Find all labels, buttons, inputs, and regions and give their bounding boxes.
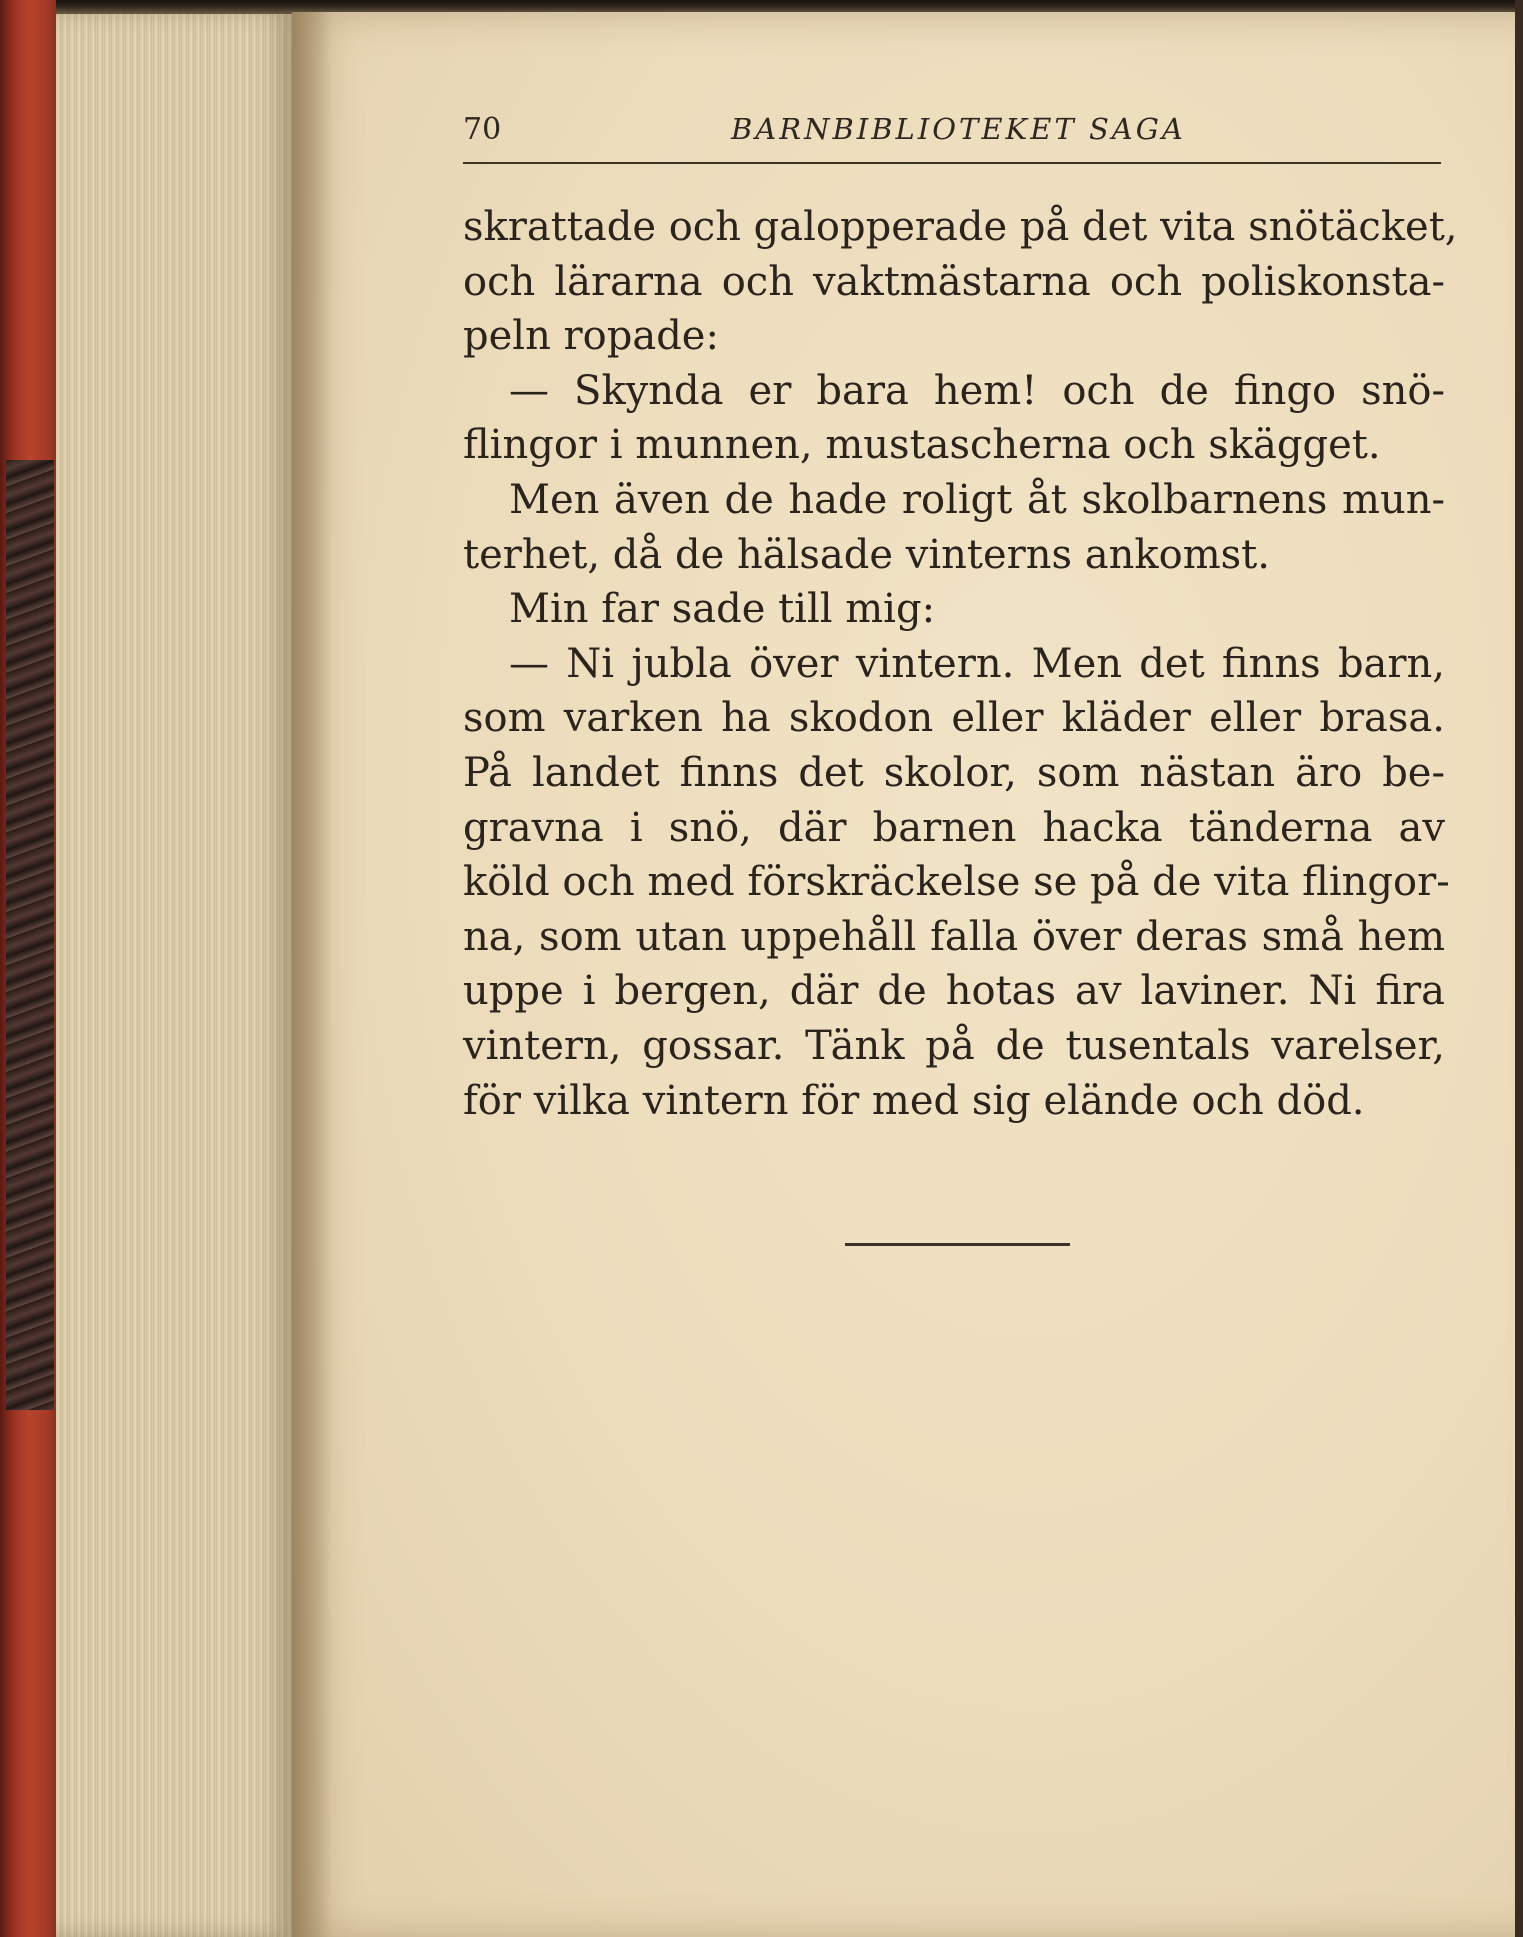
text-line: peln ropade:	[463, 313, 719, 360]
right-scan-edge	[1515, 0, 1523, 1937]
gutter-shadow	[292, 12, 332, 1937]
body-text	[463, 200, 1458, 1128]
text-line: Min far sade till mig:	[509, 586, 936, 633]
text-line: köld och med förskräckelse se på de vita flingor-	[463, 859, 1450, 906]
text-line: — Ni jubla över vintern. Men det finns barn,	[509, 640, 1445, 687]
stacked-page-edges	[56, 10, 296, 1937]
text-line: skrattade och galopperade på det vita snötäcket,	[463, 204, 1458, 250]
running-head	[463, 108, 1441, 164]
text-line: På landet finns det skolor, som nästan äro be-	[463, 749, 1445, 796]
chapter-end-rule	[845, 1243, 1070, 1246]
text-line: na, som utan uppehåll falla över deras små hem	[463, 913, 1445, 960]
text-line: för vilka vintern för med sig elände och död.	[463, 1077, 1365, 1124]
page-number: 70	[463, 112, 502, 147]
text-line: som varken ha skodon eller kläder eller brasa.	[463, 695, 1445, 742]
text-line: uppe i bergen, där de hotas av laviner. Ni fira	[463, 968, 1445, 1015]
marbled-spine-patch	[6, 460, 54, 1410]
text-line: terhet, då de hälsade vinterns ankomst.	[463, 531, 1270, 578]
text-line: och lärarna och vaktmästarna och poliskonsta-	[463, 258, 1445, 305]
text-line: gravna i snö, där barnen hacka tänderna av	[463, 804, 1445, 851]
text-line: vintern, gossar. Tänk på de tusentals varelser,	[463, 1022, 1445, 1069]
text-line: Men även de hade roligt åt skolbarnens mun-	[509, 476, 1445, 523]
running-title: BARNBIBLIOTEKET SAGA	[731, 112, 1186, 146]
text-line: flingor i munnen, mustascherna och skägget.	[463, 422, 1381, 469]
text-line: — Skynda er bara hem! och de fingo snö-	[509, 367, 1445, 414]
